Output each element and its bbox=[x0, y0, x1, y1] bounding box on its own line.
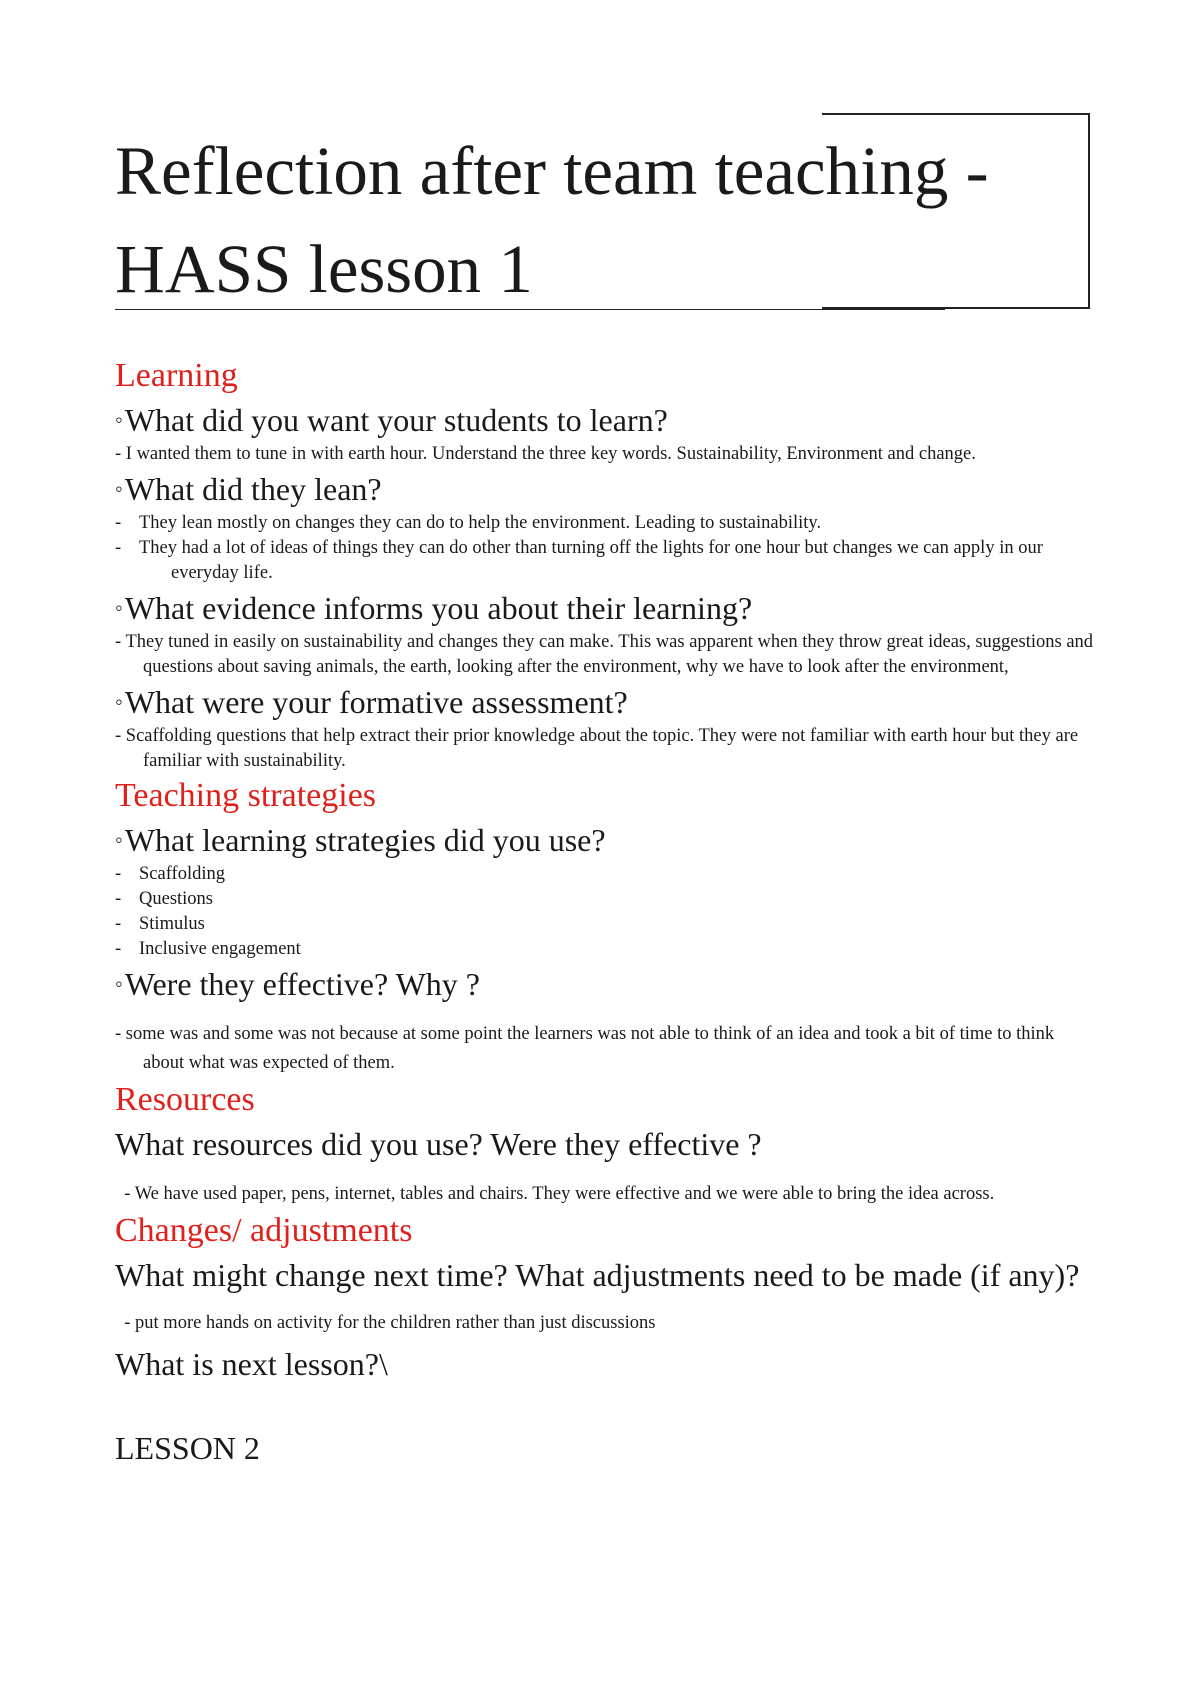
bullet-icon: ◦ bbox=[115, 595, 123, 620]
question-effective-why bbox=[115, 962, 1095, 1006]
bullet-icon: ◦ bbox=[115, 971, 123, 996]
list-item bbox=[115, 862, 1095, 887]
dash-icon: - bbox=[115, 538, 122, 558]
bullet-icon: ◦ bbox=[115, 407, 123, 432]
question-text: What evidence informs you about their learning? bbox=[124, 590, 753, 626]
question-what-to-learn bbox=[115, 398, 1095, 442]
list-item bbox=[115, 912, 1095, 937]
answer-evidence: - They tuned in easily on sustainability and changes they can make. This was apparent when they throw great ideas, suggestions and questions about saving animals, the earth, looking after the environment, why we have to look after the environment, bbox=[115, 632, 1094, 677]
list-item bbox=[115, 887, 1095, 912]
next-lesson-label: LESSON 2 bbox=[115, 1430, 260, 1466]
dash-icon: - bbox=[115, 939, 122, 959]
title-underline bbox=[115, 309, 945, 310]
question-evidence bbox=[115, 586, 1095, 630]
bullet-icon: ◦ bbox=[115, 476, 123, 501]
dash-icon: - bbox=[115, 914, 122, 934]
page-title: Reflection after team teaching - HASS lesson 1 bbox=[115, 133, 989, 307]
question-next-lesson: What is next lesson?\ bbox=[115, 1346, 388, 1382]
question-learning-strategies bbox=[115, 818, 1095, 862]
bullet-icon: ◦ bbox=[115, 827, 123, 852]
answer-formative-assessment: - Scaffolding questions that help extract their prior knowledge about the topic. They were not familiar with earth hour but they are familiar with sustainability. bbox=[115, 726, 1079, 771]
bullet-icon: ◦ bbox=[115, 689, 123, 714]
list-item-text: They lean mostly on changes they can do to help the environment. Leading to sustainability. bbox=[139, 513, 822, 533]
section-heading-changes: Changes/ adjustments bbox=[115, 1212, 413, 1249]
document-body bbox=[115, 354, 1095, 1470]
list-item-text: Questions bbox=[139, 889, 213, 909]
list-item bbox=[115, 511, 1095, 536]
question-what-might-change: What might change next time? What adjustments need to be made (if any)? bbox=[115, 1257, 1080, 1293]
list-item-text: Stimulus bbox=[139, 914, 205, 934]
section-heading-resources: Resources bbox=[115, 1081, 255, 1118]
dash-icon: - bbox=[115, 513, 122, 533]
question-text: What were your formative assessment? bbox=[124, 684, 628, 720]
question-what-they-learned bbox=[115, 467, 1095, 511]
question-text: What did they lean? bbox=[124, 471, 382, 507]
dash-icon: - bbox=[115, 889, 122, 909]
list-item bbox=[115, 536, 1095, 586]
answer-what-to-learn: - I wanted them to tune in with earth hour. Understand the three key words. Sustainability, Environment and change. bbox=[115, 444, 976, 464]
list-item-text: Scaffolding bbox=[139, 864, 225, 884]
question-formative-assessment bbox=[115, 680, 1095, 724]
question-text: What did you want your students to learn? bbox=[124, 402, 668, 438]
question-text: Were they effective? Why ? bbox=[124, 966, 480, 1002]
answer-effective-why: - some was and some was not because at some point the learners was not able to think of an idea and took a bit of time to think about what was expected of them. bbox=[115, 1024, 1055, 1073]
list-item-text: They had a lot of ideas of things they can do other than turning off the lights for one hour but changes we can apply in our everyday life. bbox=[139, 538, 1043, 583]
section-heading-learning: Learning bbox=[115, 357, 238, 394]
answer-resources: - We have used paper, pens, internet, tables and chairs. They were effective and we were able to bring the idea across. bbox=[115, 1184, 995, 1204]
list-item bbox=[115, 937, 1095, 962]
dash-icon: - bbox=[115, 864, 122, 884]
answer-what-might-change: - put more hands on activity for the children rather than just discussions bbox=[115, 1313, 656, 1333]
section-heading-teaching-strategies: Teaching strategies bbox=[115, 777, 377, 814]
question-text: What learning strategies did you use? bbox=[124, 822, 606, 858]
list-item-text: Inclusive engagement bbox=[139, 939, 301, 959]
question-resources: What resources did you use? Were they effective ? bbox=[115, 1126, 762, 1162]
